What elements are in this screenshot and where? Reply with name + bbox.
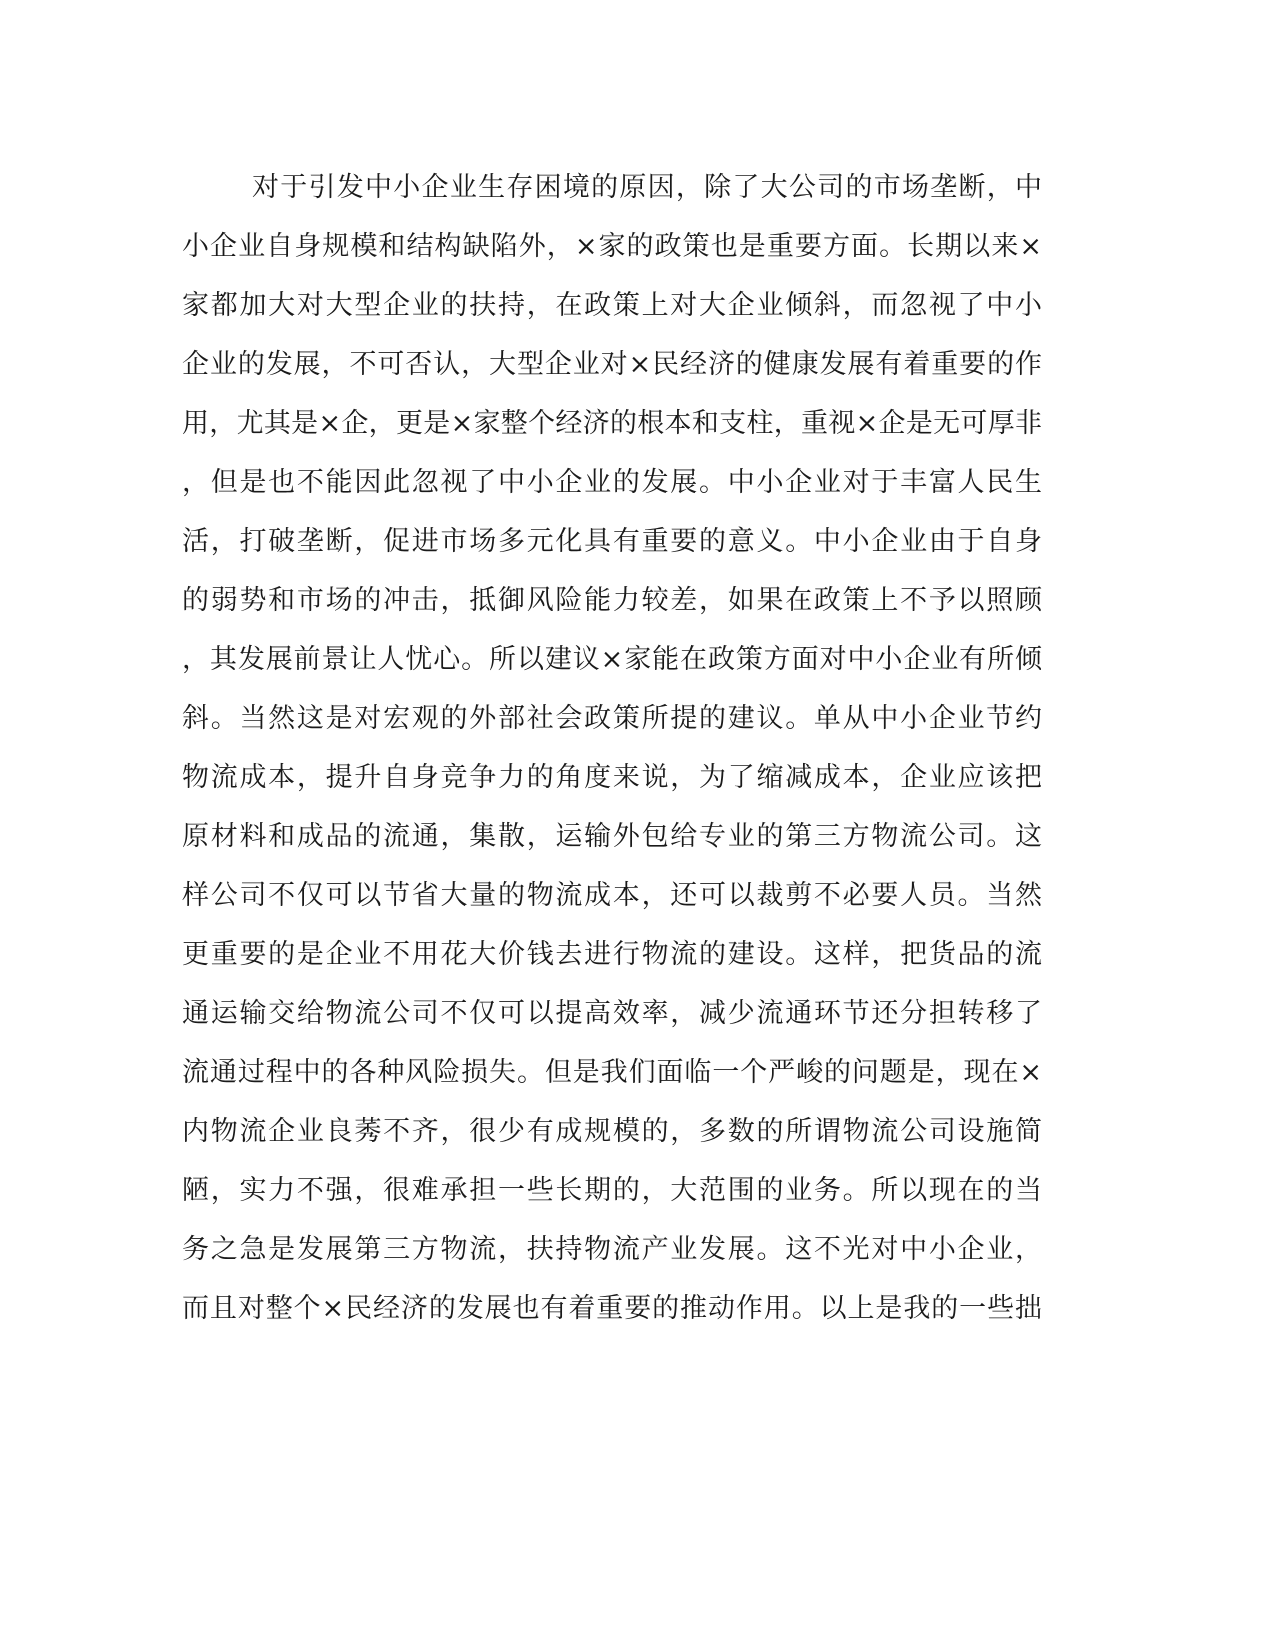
paragraph-line: ，其发展前景让人忧心。所以建议×家能在政策方面对中小企业有所倾 — [182, 644, 1042, 675]
paragraph-line: 斜。当然这是对宏观的外部社会政策所提的建议。单从中小企业节约 — [182, 703, 1042, 734]
paragraph-line: 务之急是发展第三方物流，扶持物流产业发展。这不光对中小企业， — [182, 1234, 1042, 1265]
paragraph-line: 用，尤其是×企，更是×家整个经济的根本和支柱，重视×企是无可厚非 — [182, 408, 1042, 439]
paragraph-line: 通运输交给物流公司不仅可以提高效率，减少流通环节还分担转移了 — [182, 998, 1042, 1029]
paragraph-line: 活，打破垄断，促进市场多元化具有重要的意义。中小企业由于自身 — [182, 526, 1042, 557]
paragraph-line: 对于引发中小企业生存困境的原因，除了大公司的市场垄断，中 — [252, 172, 1042, 203]
paragraph-line: 更重要的是企业不用花大价钱去进行物流的建设。这样，把货品的流 — [182, 939, 1042, 970]
paragraph-line: 流通过程中的各种风险损失。但是我们面临一个严峻的问题是，现在× — [182, 1057, 1042, 1088]
paragraph-line: 而且对整个×民经济的发展也有着重要的推动作用。以上是我的一些拙 — [182, 1293, 1042, 1324]
paragraph-line: 内物流企业良莠不齐，很少有成规模的，多数的所谓物流公司设施简 — [182, 1116, 1042, 1147]
body-paragraph — [182, 158, 1042, 1338]
paragraph-line: 陋，实力不强，很难承担一些长期的，大范围的业务。所以现在的当 — [182, 1175, 1042, 1206]
paragraph-line: 企业的发展，不可否认，大型企业对×民经济的健康发展有着重要的作 — [182, 349, 1042, 380]
paragraph-line: 家都加大对大型企业的扶持，在政策上对大企业倾斜，而忽视了中小 — [182, 290, 1042, 321]
paragraph-line: 原材料和成品的流通，集散，运输外包给专业的第三方物流公司。这 — [182, 821, 1042, 852]
paragraph-line: 小企业自身规模和结构缺陷外，×家的政策也是重要方面。长期以来× — [182, 231, 1042, 262]
paragraph-line: 物流成本，提升自身竞争力的角度来说，为了缩减成本，企业应该把 — [182, 762, 1042, 793]
paragraph-line: 的弱势和市场的冲击，抵御风险能力较差，如果在政策上不予以照顾 — [182, 585, 1042, 616]
paragraph-line: ，但是也不能因此忽视了中小企业的发展。中小企业对于丰富人民生 — [182, 467, 1042, 498]
paragraph-line: 样公司不仅可以节省大量的物流成本，还可以裁剪不必要人员。当然 — [182, 880, 1042, 911]
